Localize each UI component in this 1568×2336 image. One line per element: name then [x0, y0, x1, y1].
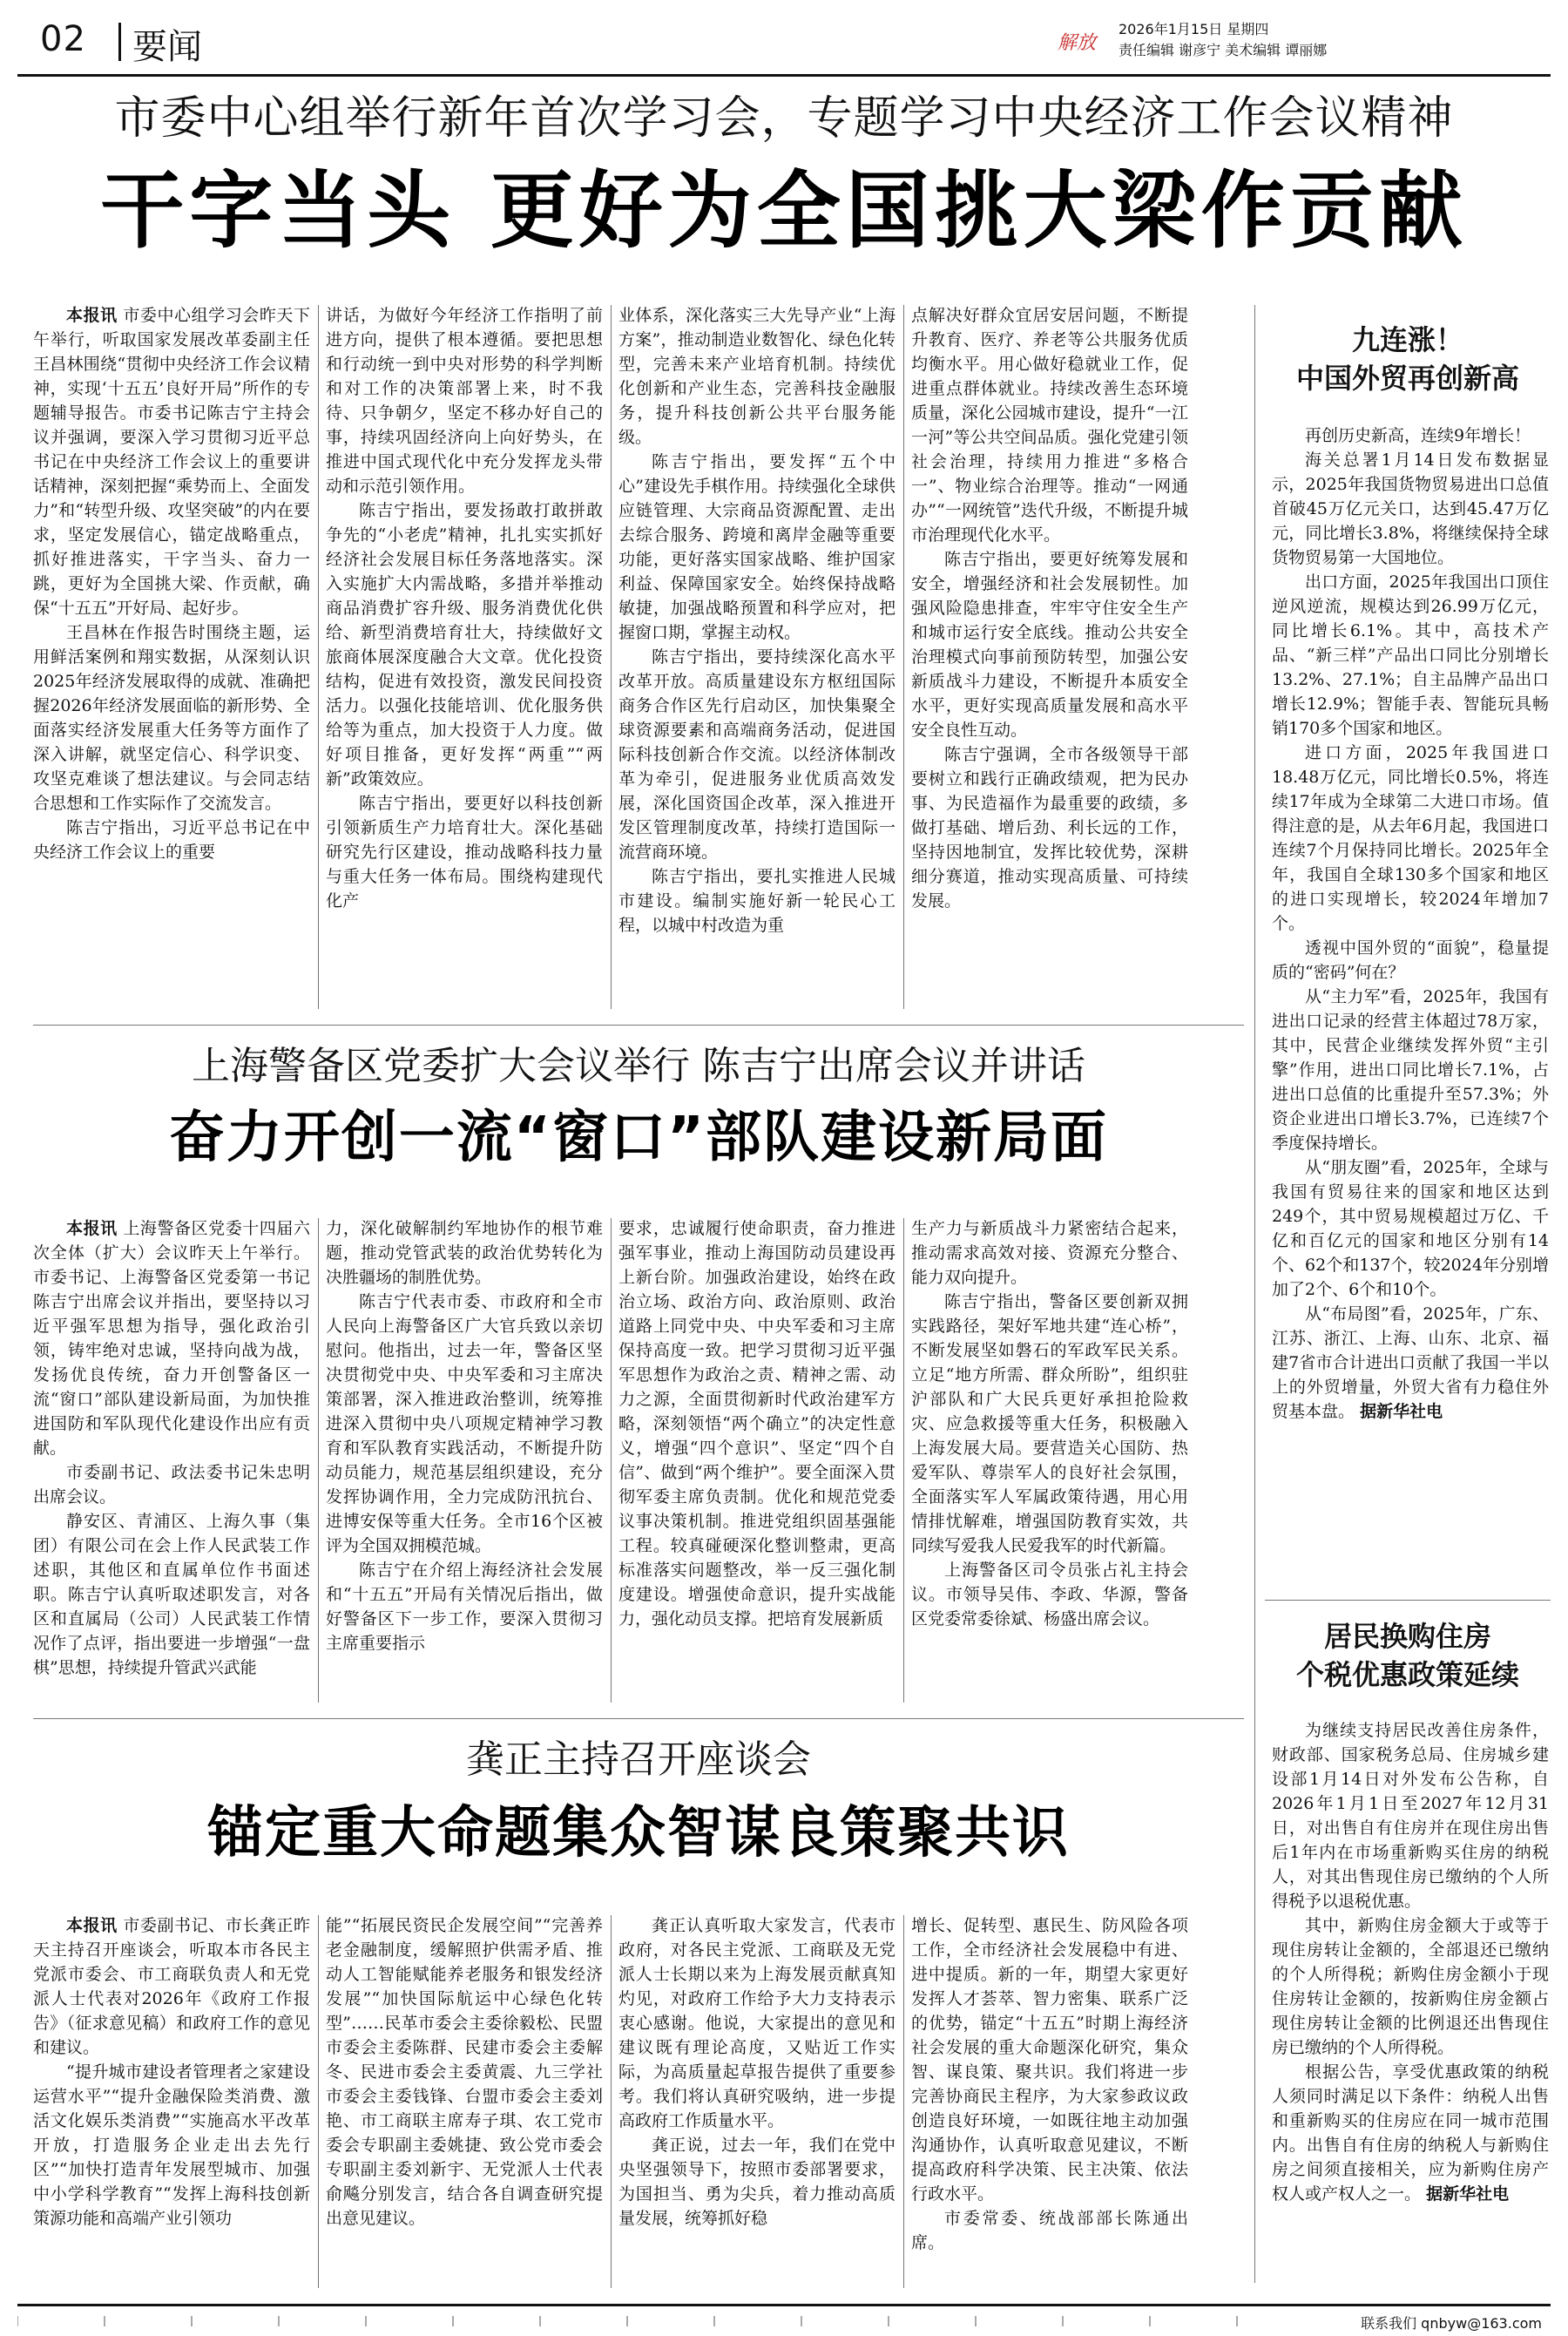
article-separator [33, 1025, 1244, 1026]
article1-para: 本报讯 市委中心组学习会昨天下午举行，听取国家发展改革委副主任王昌林围绕“贯彻中央经济工作会议精神，实现‘十五五’良好开局”所作的专题辅导报告。市委书记陈吉宁主持会议并强调，要深入学习贯彻习近平总书记在中央经济工作会议上的重要讲话精神，深刻把握“乘势而上、全面发力”和“转型升级、攻坚突破”的内在要求，坚定发展信心，锚定战略重点，抓好推进落实，干字当头、奋力一跳，更好为全国挑大梁、作贡献，确保“十五五”开好局、起好步。 [33, 306, 310, 618]
article2-para: 力，深化破解制约军地协作的根节难题，推动党管武装的政治优势转化为决胜疆场的制胜优势。 [326, 1219, 603, 1287]
article1-column-4 [911, 303, 1188, 1011]
sidebar2-title [1265, 1617, 1551, 1694]
article2-column-2 [326, 1216, 603, 1704]
article2-headline: 奋力开创一流“窗口”部队建设新局面 [168, 1106, 1109, 1170]
article1-para: 陈吉宁指出，要更好统筹发展和安全，增强经济和社会发展韧性。加强风险隐患排查，牢牢守住安全生产和城市运行安全底线。推动公共安全治理模式向事前预防转型，加强公安新质战斗力建设，不断提升本质安全水平，更好实现高质量发展和高水平安全良性互动。 [911, 550, 1188, 740]
article3-column-2 [326, 1913, 603, 2290]
dateline [1119, 19, 1327, 61]
article3-kicker: 龚正主持召开座谈会 [466, 1737, 811, 1782]
sidebar1-para: 再创历史新高，连续9年增长！ [1305, 426, 1531, 445]
column-rule [318, 1915, 319, 2288]
sidebar2-body [1272, 1718, 1549, 2290]
article-separator [33, 1718, 1244, 1719]
article3-para: 增长、促转型、惠民生、防风险各项工作，全市经济社会发展稳中有进、进中提质。新的一年，期望大家更好发挥人才荟萃、智力密集、联系广泛的优势，锚定“十五五”时期上海经济社会发展的重大命题深化研究，集众智、谋良策、聚共识。我们将进一步完善协商民主程序，为大家参政议政创造良好环境，一如既往地主动加强沟通协作，认真听取意见建议，不断提高政府科学决策、民主决策、依法行政水平。 [911, 1916, 1188, 2204]
sidebar2-para: 根据公告，享受优惠政策的纳税人须同时满足以下条件：纳税人出售和重新购买的住房应在同一城市范围内。出售自有住房的纳税人与新购住房之间须直接相关，应为新购住房产权人或产权人之一。 据新华社电 [1272, 2062, 1549, 2204]
column-rule [611, 1915, 612, 2288]
article2-para: 陈吉宁在介绍上海经济社会发展和“十五五”开局有关情况后指出，做好警备区下一步工作，要深入贯彻习主席重要指示 [326, 1561, 603, 1653]
sidebar1-body [1272, 423, 1549, 1591]
article1-para: 陈吉宁指出，习近平总书记在中央经济工作会议上的重要 [33, 818, 310, 862]
sidebar1-para: 海关总署1月14日发布数据显示，2025年我国货物贸易进出口总值首破45万亿元关口，达到45.47万亿元，同比增长3.8%，将继续保持全球货物贸易第一大国地位。 [1272, 450, 1549, 567]
article1-para: 点解决好群众宜居安居问题，不断提升教育、医疗、养老等公共服务优质均衡水平。用心做好稳就业工作，促进重点群体就业。持续改善生态环境质量，深化公园城市建设，提升“一江一河”等公共空间品质。强化党建引领社会治理，持续用力推进“多格合一”、物业综合治理等。推动“一网通办”“一网统管”迭代升级，不断提升城市治理现代化水平。 [911, 306, 1188, 545]
article1-para: 陈吉宁指出，要更好以科技创新引领新质生产力培育壮大。深化基础研究先行区建设，推动战略科技力量与重大任务一体布局。围绕构建现代化产 [326, 794, 603, 911]
article1-column-2 [326, 303, 603, 1011]
sidebar-rule [1254, 305, 1255, 2283]
column-rule [318, 305, 319, 1009]
column-rule [611, 305, 612, 1009]
sidebar1-source: 据新华社电 [1360, 1402, 1443, 1421]
column-rule [611, 1218, 612, 1703]
sidebar1-para: 从“朋友圈”看，2025年，全球与我国有贸易往来的国家和地区达到249个，其中贸易规模超过万亿、千亿和百亿元的国家和地区分别有14个、62个和137个，较2024年分别增加了2个、6个和10个。 [1272, 1158, 1549, 1299]
article3-para: 龚正认真听取大家发言，代表市政府，对各民主党派、工商联及无党派人士长期以来为上海发展贡献真知灼见，对政府工作给予大力支持表示衷心感谢。他说，大家提出的意见和建议既有理论高度，又贴近工作实际，为高质量起草报告提供了重要参考。我们将认真研究吸纳，进一步提高政府工作质量水平。 [618, 1916, 896, 2130]
sidebar1-para: 从“布局图”看，2025年，广东、江苏、浙江、上海、山东、北京、福建7省市合计进出口贡献了我国一半以上的外贸增量，外贸大省有力稳住外贸基本盘。 据新华社电 [1272, 1304, 1549, 1421]
section-name: 要闻 [132, 27, 202, 67]
article3-column-4 [911, 1913, 1188, 2290]
sidebar2-title-line1: 居民换购住房 [1323, 1620, 1491, 1653]
article2-column-4 [911, 1216, 1188, 1704]
sidebar1-para: 出口方面，2025年我国出口顶住逆风逆流，规模达到26.99万亿元，同比增长6.1%。其中，高技术产品、“新三样”产品出口同比分别增长13.2%、27.1%；自主品牌产品出口增长12.9%；智能手表、智能玩具畅销170多个国家和地区。 [1272, 572, 1549, 738]
column-rule [903, 305, 904, 1009]
column-rule [318, 1218, 319, 1703]
sidebar1-title-line1: 九连涨！ [1351, 323, 1463, 356]
article3-para: “提升城市建设者管理者之家建设运营水平”“提升金融保险类消费、激活文化娱乐类消费”“实施高水平改革开放，打造服务企业走出去先行区”“加快打造青年发展型城市、加强中小学科学教育”“发挥上海科技创新策源功能和高端产业引领功 [33, 2062, 310, 2228]
article1-kicker: 市委中心组举行新年首次学习会，专题学习中央经济工作会议精神 [114, 92, 1454, 145]
sidebar1-para: 从“主力军”看，2025年，我国有进出口记录的经营主体超过78万家，其中，民营企业继续发挥外贸“主引擎”作用，进出口同比增长7.1%，占进出口总值的比重提升至57.3%；外资企业进出口增长3.7%，已连续7个季度保持增长。 [1272, 987, 1549, 1153]
newspaper-logo [1056, 19, 1108, 61]
article1-para: 陈吉宁指出，要扎实推进人民城市建设。编制实施好新一轮民心工程，以城中村改造为重 [618, 867, 896, 935]
sidebar1-title-line2: 中国外贸再创新高 [1295, 362, 1519, 395]
article1-column-3 [618, 303, 896, 1011]
article2-para: 上海警备区司令员张占礼主持会议。市领导吴伟、李政、华源，警备区党委常委徐斌、杨盛出席会议。 [911, 1561, 1188, 1628]
article1-para: 讲话，为做好今年经济工作指明了前进方向，提供了根本遵循。要把思想和行动统一到中央对形势的科学判断和对工作的决策部署上来，时不我待、只争朝夕，坚定不移办好自己的事，持续巩固经济向上向好势头，在推进中国式现代化中充分发挥龙头带动和示范引领作用。 [326, 306, 603, 496]
article2-para: 陈吉宁指出，警备区要创新双拥实践路径，架好军地共建“连心桥”，不断发展坚如磐石的军政军民关系。立足“地方所需、群众所盼”，组织驻沪部队和广大民兵更好承担抢险救灾、应急救援等重大任务，积极融入上海发展大局。要营造关心国防、热爱军队、尊崇军人的良好社会氛围，全面落实军人军属政策待遇，用心用情排忧解难，增强国防教育实效，共同续写爱我人民爱我军的时代新篇。 [911, 1292, 1188, 1555]
contact-email: 联系我们 qnbyw@163.com [1361, 2315, 1542, 2332]
column-rule [903, 1218, 904, 1703]
article3-para: 市委常委、统战部部长陈通出席。 [911, 2209, 1188, 2252]
article1-para: 陈吉宁指出，要发挥“五个中心”建设先手棋作用。持续强化全球供应链管理、大宗商品资源配置、走出去综合服务、跨境和离岸金融等重要功能，更好落实国家战略、维护国家利益、保障国家安全。始终保持战略敏捷，加强战略预置和科学应对，把握窗口期，掌握主动权。 [618, 452, 896, 642]
editor-credits: 责任编辑 谢彦宁 美术编辑 谭丽娜 [1119, 42, 1328, 58]
article1-para: 业体系，深化落实三大先导产业“上海方案”，推动制造业数智化、绿色化转型，完善未来产业培育机制。持续优化创新和产业生态，完善科技金融服务，提升科技创新公共平台服务能级。 [618, 306, 896, 447]
issue-date: 2026年1月15日 星期四 [1119, 21, 1269, 37]
article1-para: 王昌林在作报告时围绕主题，运用鲜活案例和翔实数据，从深刻认识2025年经济发展取得的成就、准确把握2026年经济发展面临的新形势、全面落实经济发展重大任务等方面作了深入讲解，就坚定信心、科学识变、攻坚克难谈了想法建议。与会同志结合思想和工作实际作了交流发言。 [33, 623, 310, 813]
article2-column-1 [33, 1216, 310, 1704]
article2-para: 要求，忠诚履行使命职责，奋力推进强军事业，推动上海国防动员建设再上新台阶。加强政治建设，始终在政治立场、政治方向、政治原则、政治道路上同党中央、中央军委和习主席保持高度一致。把学习贯彻习近平强军思想作为政治之责、精神之需、动力之源，全面贯彻新时代政治建军方略，深刻领悟“两个确立”的决定性意义，增强“四个意识”、坚定“四个自信”、做到“两个维护”。要全面深入贯彻军委主席负责制。优化和规范党委议事决策机制。推进党组织固基强能工程。较真碰硬深化整训整肃，更高标准落实问题整改，举一反三强化制度建设。增强使命意识，提升实战能力，强化动员支撑。把培育发展新质 [618, 1219, 896, 1628]
sidebar1-para: 透视中国外贸的“面貌”，稳量提质的“密码”何在？ [1272, 938, 1549, 982]
article2-para: 生产力与新质战斗力紧密结合起来，推动需求高效对接、资源充分整合、能力双向提升。 [911, 1219, 1188, 1287]
sidebar2-para: 其中，新购住房金额大于或等于现住房转让金额的，全部退还已缴纳的个人所得税；新购住房金额小于现住房转让金额的，按新购住房金额占现住房转让金额的比例退还出售现住房已缴纳的个人所得税。 [1272, 1916, 1549, 2057]
article3-para: 龚正说，过去一年，我们在党中央坚强领导下，按照市委部署要求，为国担当、勇为尖兵，着力推动高质量发展，统筹抓好稳 [618, 2136, 896, 2228]
article1-para: 陈吉宁强调，全市各级领导干部要树立和践行正确政绩观，把为民办事、为民造福作为最重要的政绩，多做打基础、增后劲、利长远的工作，坚持因地制宜，发挥比较优势，深耕细分赛道，推动实现高质量、可持续发展。 [911, 745, 1188, 911]
header-divider [118, 23, 121, 61]
column-rule [903, 1915, 904, 2288]
article1-headline: 干字当头 更好为全国挑大梁作贡献 [100, 162, 1468, 260]
sidebar1-para: 进口方面，2025年我国进口18.48万亿元，同比增长0.5%，将连续17年成为全球第二大进口市场。值得注意的是，从去年6月起，我国进口连续7个月保持同比增长。2025年全年，我国自全球130多个国家和地区的进口实现增长，较2024年增加7个。 [1272, 743, 1549, 933]
article2-para: 静安区、青浦区、上海久事（集团）有限公司在会上作人民武装工作述职，其他区和直属单位作书面述职。陈吉宁认真听取述职发言，对各区和直属局（公司）人民武装工作情况作了点评，指出要进一步增强“一盘棋”思想，持续提升管武兴武能 [33, 1512, 310, 1677]
sidebar2-source: 据新华社电 [1426, 2184, 1510, 2204]
article3-lead-tag: 本报讯 [66, 1916, 118, 1935]
article1-column-1 [33, 303, 310, 1011]
article3-headline: 锚定重大命题集众智谋良策聚共识 [207, 1801, 1070, 1865]
page-header [0, 0, 1568, 77]
page-number: 02 [40, 19, 86, 59]
footer-scale-marks [17, 2312, 1324, 2330]
article2-para: 市委副书记、政法委书记朱忠明出席会议。 [33, 1463, 310, 1507]
article2-kicker: 上海警备区党委扩大会议举行 陈吉宁出席会议并讲话 [192, 1044, 1085, 1088]
header-rule [17, 74, 1551, 77]
page-footer [0, 2297, 1568, 2336]
article3-column-3 [618, 1913, 896, 2290]
article1-para: 陈吉宁指出，要发扬敢打敢拼敢争先的“小老虎”精神，扎扎实实抓好经济社会发展目标任务落地落实。深入实施扩大内需战略，多措并举推动商品消费扩容升级、服务消费优化供给、新型消费培育壮大，持续做好文旅商体展深度融合大文章。优化投资结构，促进有效投资，激发民间投资活力。以强化技能培训、优化服务供给等为重点，加大投资于人力度。做好项目推备，更好发挥“两重”“两新”政策效应。 [326, 501, 603, 789]
article3-column-1 [33, 1913, 310, 2290]
article3-para: 能”“拓展民资民企发展空间”“完善养老金融制度，缓解照护供需矛盾、推动人工智能赋能养老服务和银发经济发展”“加快国际航运中心绿色化转型”……民革市委会主委徐毅松、民盟市委会主委陈群、民建市委会主委解冬、民进市委会主委黄震、九三学社市委会主委钱锋、台盟市委会主委刘艳、市工商联主席寿子琪、农工党市委会专职副主委姚捷、致公党市委会专职副主委刘新宇、无党派人士代表俞飚分别发言，结合各自调查研究提出意见建议。 [326, 1916, 603, 2228]
article1-lead-tag: 本报讯 [66, 306, 118, 325]
article1-para: 陈吉宁指出，要持续深化高水平改革开放。高质量建设东方枢纽国际商务合作区先行启动区，加快集聚全球资源要素和高端商务活动，促进国际科技创新合作交流。以经济体制改革为牵引，促进服务业优质高效发展，深化国资国企改革，深入推进开发区管理制度改革，持续打造国际一流营商环境。 [618, 647, 896, 862]
sidebar1-title [1265, 321, 1551, 397]
article2-column-3 [618, 1216, 896, 1704]
article2-lead-tag: 本报讯 [66, 1219, 118, 1238]
article2-para: 陈吉宁代表市委、市政府和全市人民向上海警备区广大官兵致以亲切慰问。他指出，过去一年，警备区坚决贯彻党中央、中央军委和习主席决策部署，深入推进政治整训，统筹推进深入贯彻中央八项规定精神学习教育和军队教育实践活动，不断提升防动员能力，规范基层组织建设，充分发挥协调作用，全力完成防汛抗台、进博安保等重大任务。全市16个区被评为全国双拥模范城。 [326, 1292, 603, 1555]
sidebar-separator [1265, 1600, 1551, 1601]
footer-rule [17, 2304, 1551, 2306]
sidebar2-para: 为继续支持居民改善住房条件，财政部、国家税务总局、住房城乡建设部1月14日对外发布公告称，自2026年1月1日至2027年12月31日，对出售自有住房并在现住房出售后1年内在市场重新购买住房的纳税人，对其出售现住房已缴纳的个人所得税予以退税优惠。 [1272, 1721, 1549, 1911]
sidebar2-title-line2: 个税优惠政策延续 [1295, 1658, 1519, 1691]
svg-text:解放: 解放 [1058, 32, 1097, 54]
article3-para: 本报讯 市委副书记、市长龚正昨天主持召开座谈会，听取本市各民主党派市委会、市工商联负责人和无党派人士代表对2026年《政府工作报告》（征求意见稿）和政府工作的意见和建议。 [33, 1916, 310, 2057]
article2-para: 本报讯 上海警备区党委十四届六次全体（扩大）会议昨天上午举行。市委书记、上海警备区党委第一书记陈吉宁出席会议并指出，要坚持以习近平强军思想为指导，强化政治引领，铸牢绝对忠诚，坚持向战为战，发扬优良传统，奋力开创警备区一流“窗口”部队建设新局面，为加快推进国防和军队现代化建设作出应有贡献。 [33, 1219, 310, 1458]
